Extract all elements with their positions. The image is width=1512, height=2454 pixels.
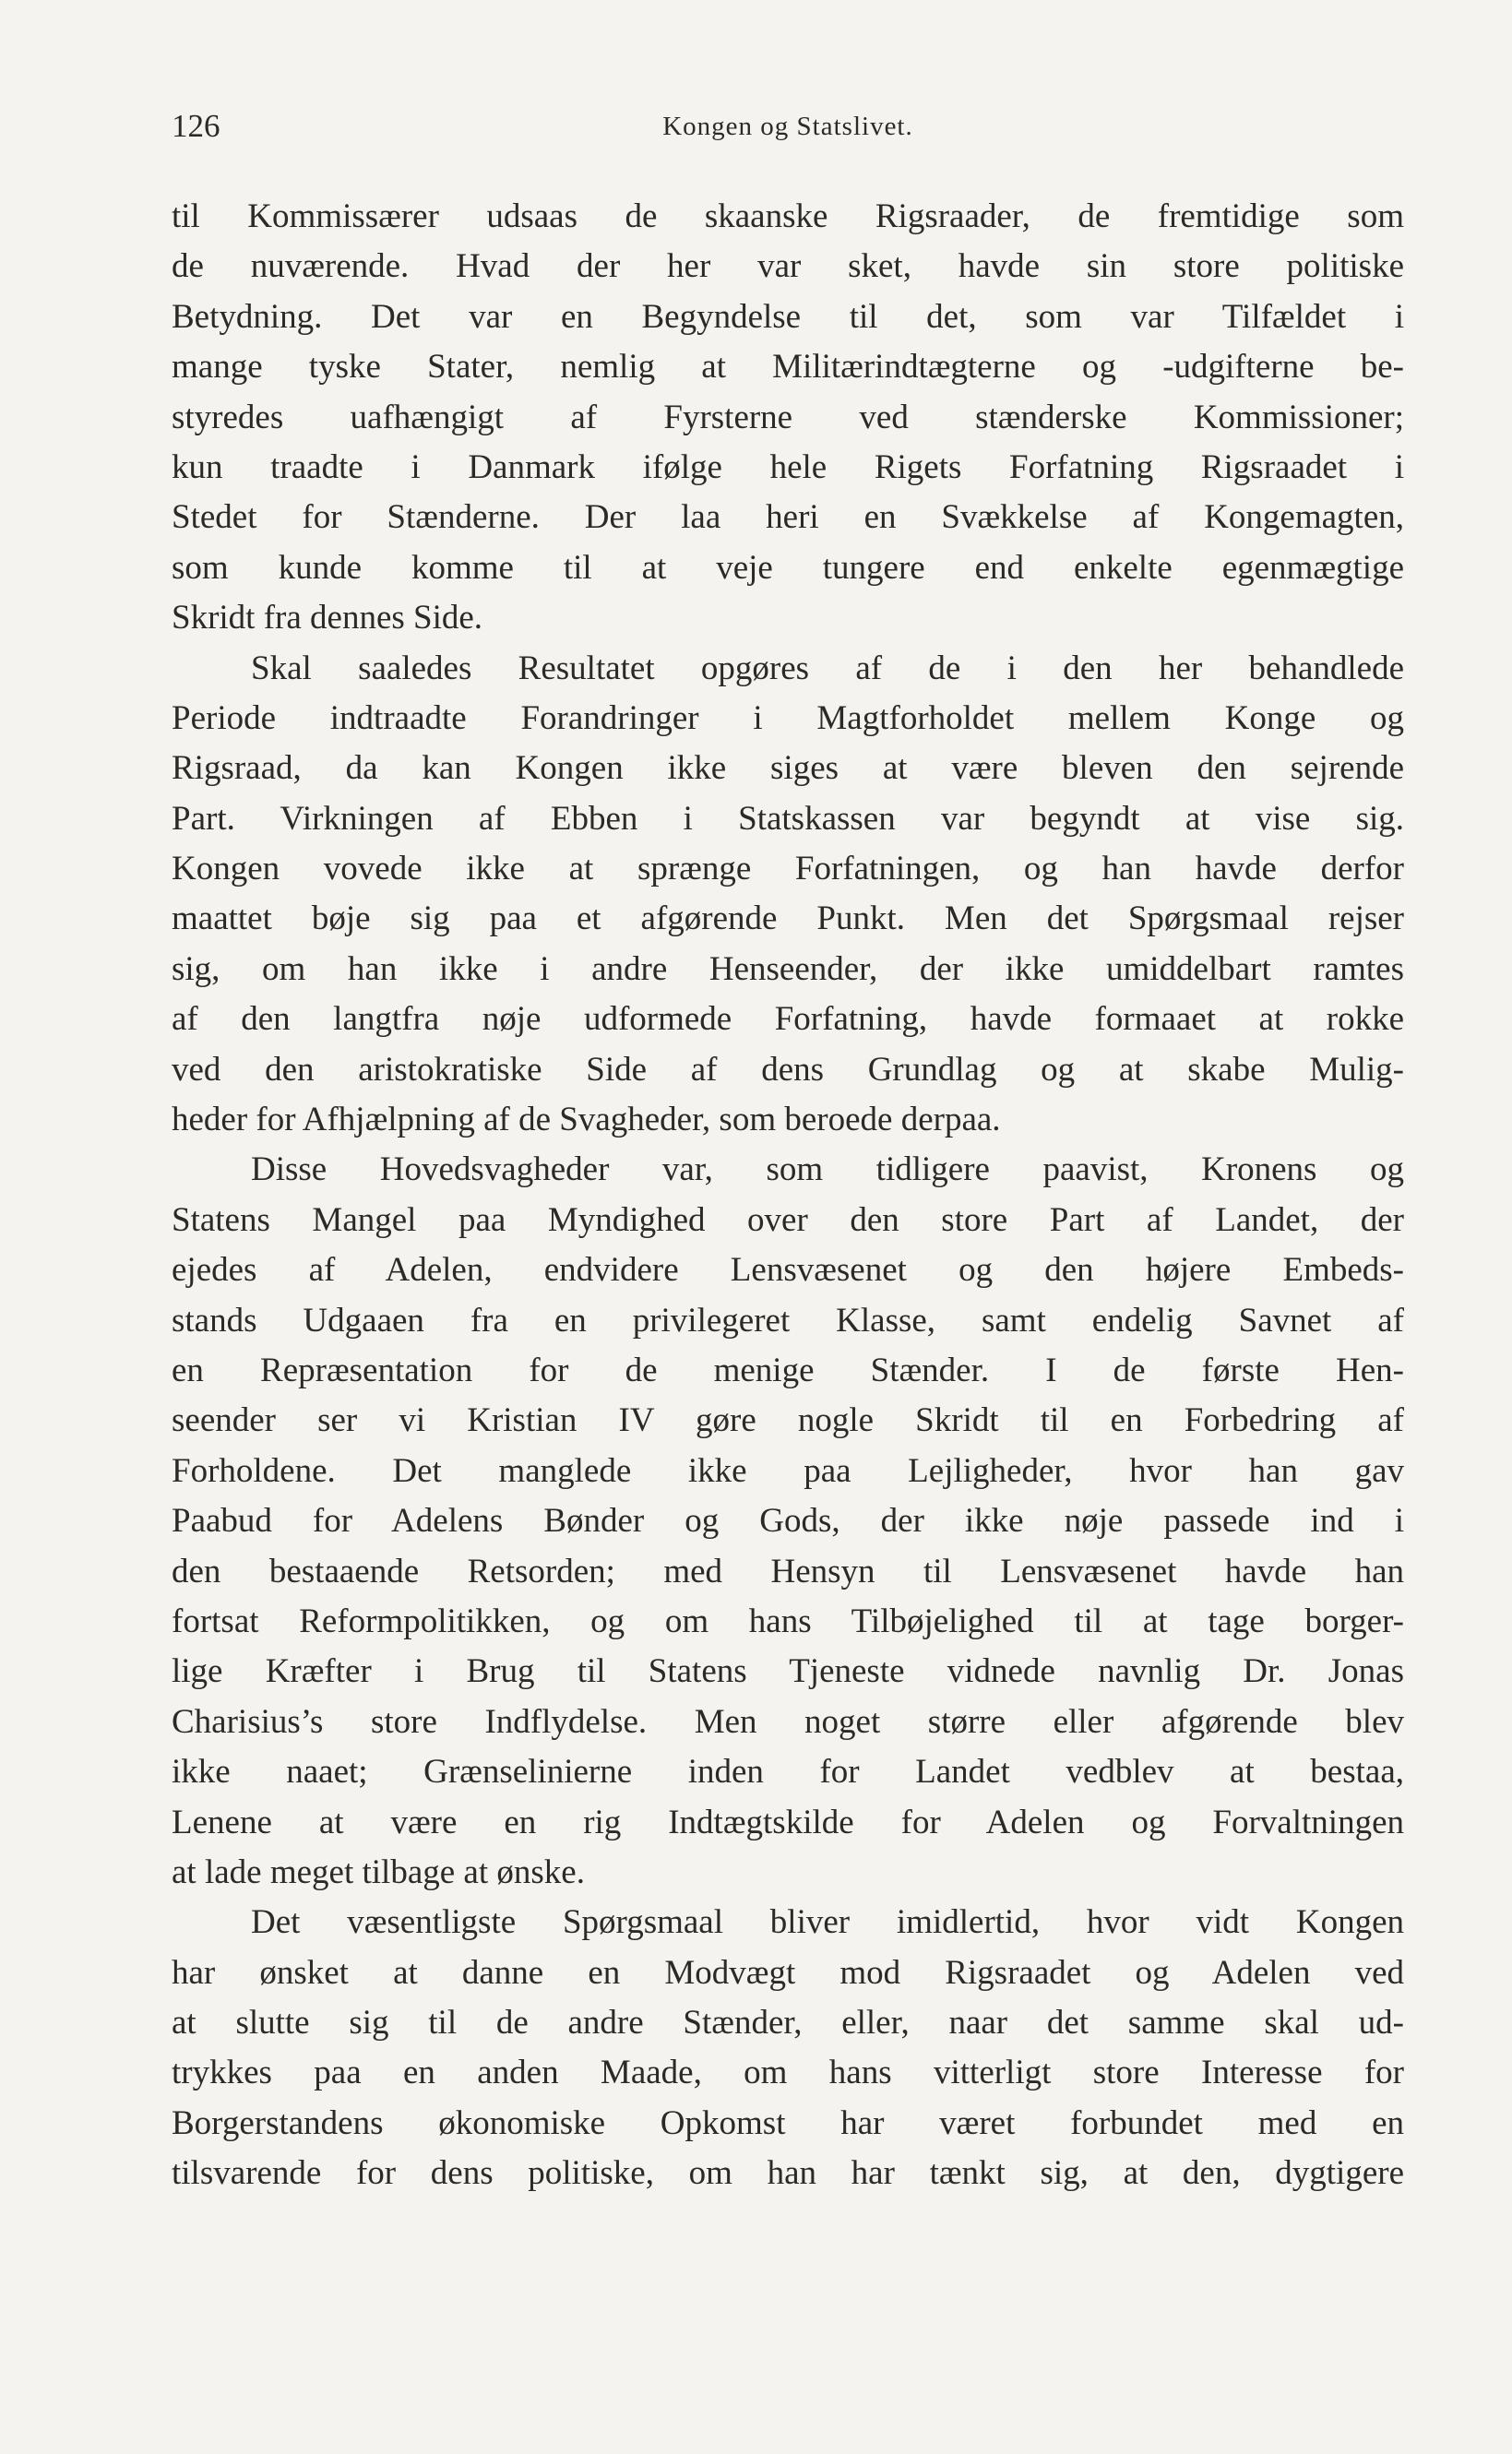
- paragraph-first-line: Disse Hovedsvagheder var, som tidligere paavist, Kronens og: [251, 1150, 1404, 1189]
- page-number: 126: [172, 108, 220, 144]
- text-line: har ønsket at danne en Modvægt mod Rigsraadet og Adelen ved: [172, 1953, 1404, 1992]
- body-text: [172, 192, 1404, 2199]
- text-line: af den langtfra nøje udformede Forfatning, havde formaaet at rokke: [172, 1000, 1404, 1039]
- running-title: Kongen og Statslivet.: [662, 112, 913, 141]
- text-line: til Kommissærer udsaas de skaanske Rigsraader, de fremtidige som: [172, 197, 1404, 235]
- text-line: sig, om han ikke i andre Henseender, der ikke umiddelbart ramtes: [172, 949, 1404, 988]
- text-line: ved den aristokratiske Side af dens Grundlag og at skabe Mulig-: [172, 1050, 1404, 1089]
- text-line: at lade meget tilbage at ønske.: [172, 1852, 585, 1891]
- text-line: Stedet for Stænderne. Der laa heri en Svækkelse af Kongemagten,: [172, 498, 1404, 537]
- text-line: Statens Mangel paa Myndighed over den store Part af Landet, der: [172, 1200, 1404, 1239]
- text-line: styredes uafhængigt af Fyrsterne ved stænderske Kommissioner;: [172, 398, 1404, 436]
- text-line: at slutte sig til de andre Stænder, eller, naar det samme skal ud-: [172, 2004, 1404, 2043]
- text-line: den bestaaende Retsorden; med Hensyn til Lensvæsenet havde han: [172, 1552, 1404, 1590]
- text-line: seender ser vi Kristian IV gøre nogle Skridt til en Forbedring af: [172, 1401, 1404, 1440]
- text-line: kun traadte i Danmark ifølge hele Rigets Forfatning Rigsraadet i: [172, 447, 1404, 486]
- text-line: Lenene at være en rig Indtægtskilde for Adelen og Forvaltningen: [172, 1803, 1404, 1841]
- text-line: stands Udgaaen fra en privilegeret Klasse, samt endelig Savnet af: [172, 1301, 1404, 1340]
- text-line: Part. Virkningen af Ebben i Statskassen var begyndt at vise sig.: [172, 799, 1404, 838]
- text-line: en Repræsentation for de menige Stænder. I de første Hen-: [172, 1351, 1404, 1389]
- text-line: trykkes paa en anden Maade, om hans vitterligt store Interesse for: [172, 2054, 1404, 2092]
- text-line: ejedes af Adelen, endvidere Lensvæsenet og den højere Embeds-: [172, 1251, 1404, 1290]
- text-line: Kongen vovede ikke at sprænge Forfatningen, og han havde derfor: [172, 850, 1404, 888]
- text-line: Paabud for Adelens Bønder og Gods, der ikke nøje passede ind i: [172, 1502, 1404, 1541]
- text-line: Rigsraad, da kan Kongen ikke siges at være bleven den sejrende: [172, 749, 1404, 788]
- paragraph-first-line: Det væsentligste Spørgsmaal bliver imidlertid, hvor vidt Kongen: [251, 1903, 1404, 1942]
- text-line: tilsvarende for dens politiske, om han har tænkt sig, at den, dygtigere: [172, 2154, 1404, 2193]
- text-line: som kunde komme til at veje tungere end enkelte egenmægtige: [172, 548, 1404, 587]
- text-line: mange tyske Stater, nemlig at Militærindtægterne og -udgifterne be-: [172, 348, 1404, 387]
- text-line: fortsat Reformpolitikken, og om hans Tilbøjelighed til at tage borger-: [172, 1602, 1404, 1640]
- text-line: Betydning. Det var en Begyndelse til det, som var Tilfældet i: [172, 297, 1404, 336]
- paragraph-first-line: Skal saaledes Resultatet opgøres af de i den her behandlede: [251, 649, 1404, 687]
- text-line: de nuværende. Hvad der her var sket, havde sin store politiske: [172, 247, 1404, 286]
- text-line: maattet bøje sig paa et afgørende Punkt. Men det Spørgsmaal rejser: [172, 899, 1404, 938]
- text-line: Charisius’s store Indflydelse. Men noget større eller afgørende blev: [172, 1702, 1404, 1741]
- text-line: ikke naaet; Grænselinierne inden for Landet vedblev at bestaa,: [172, 1753, 1404, 1792]
- text-line: heder for Afhjælpning af de Svagheder, som beroede derpaa.: [172, 1101, 1001, 1139]
- text-line: Skridt fra dennes Side.: [172, 599, 483, 637]
- text-line: Forholdene. Det manglede ikke paa Lejligheder, hvor han gav: [172, 1451, 1404, 1490]
- page-header: [172, 103, 1404, 149]
- text-line: Periode indtraadte Forandringer i Magtforholdet mellem Konge og: [172, 698, 1404, 737]
- text-line: lige Kræfter i Brug til Statens Tjeneste vidnede navnlig Dr. Jonas: [172, 1652, 1404, 1691]
- text-line: Borgerstandens økonomiske Opkomst har været forbundet med en: [172, 2103, 1404, 2142]
